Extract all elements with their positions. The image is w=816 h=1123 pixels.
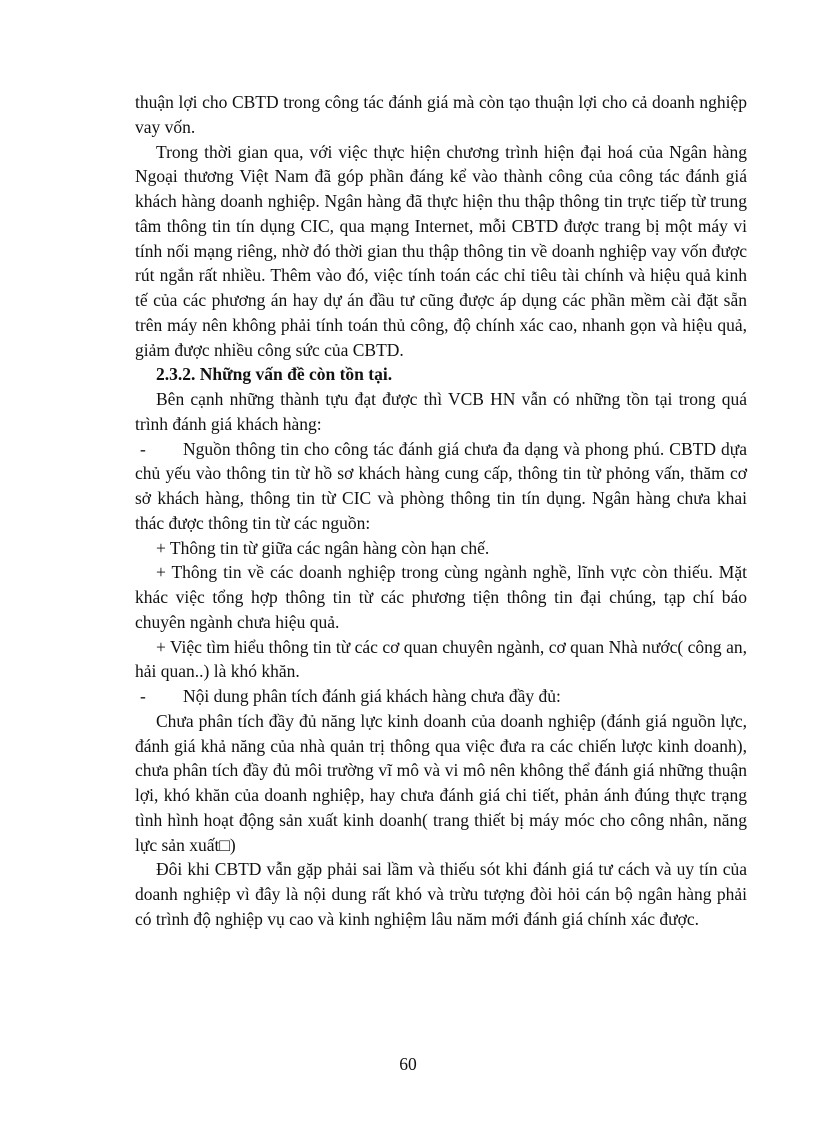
page-number: 60 [399,1054,417,1074]
sub-item-bank-info: + Thông tin từ giữa các ngân hàng còn hạn chế. [156,537,490,558]
paragraph-modernization: Trong thời gian qua, với việc thực hiện chương trình hiện đại hoá của Ngân hàng Ngoại thương Việt Nam đã góp phần đáng kể vào thành công của công tác đánh giá khách hàng doanh nghiệp. Ngân hàng đã thực hiện thu thập thông tin trực tiếp từ trung tâm thông tin tín dụng CIC, qua mạng Internet, mỗi CBTD được trang bị một máy vi tính nối mạng riêng, nhờ đó thời gian thu thập thông tin về doanh nghiệp vay vốn được rút ngắn rất nhiều. Thêm vào đó, việc tính toán các chỉ tiêu tài chính và hiệu quả kinh tế của các phương án hay dự án đầu tư cũng được áp dụng các phần mềm cài đặt sẵn trên máy nên không phải tính toán thủ công, độ chính xác cao, nhanh gọn và hiệu quả, giảm được nhiều công sức của CBTD. [135,141,747,360]
paragraph-analysis-detail: Chưa phân tích đầy đủ năng lực kinh doanh của doanh nghiệp (đánh giá nguồn lực, đánh giá khả năng của nhà quản trị thông qua việc đưa ra các chiến lược kinh doanh), chưa phân tích đầy đủ môi trường vĩ mô và vi mô nên không thể đánh giá những thuận lợi, khó khăn của doanh nghiệp, hay chưa đánh giá chi tiết, phản ánh đúng thực trạng tình hình hoạt động sản xuất kinh doanh( trang thiết bị máy móc cho công nhân, năng lực sản xuất□) [135,710,747,855]
list-item-information-sources [135,437,747,536]
dash-marker: - [140,438,146,459]
sub-item-industry-info: + Thông tin về các doanh nghiệp trong cùng ngành nghề, lĩnh vực còn thiếu. Mặt khác việc tổng hợp thông tin từ các phương tiện thông tin đại chúng, tạp chí báo chuyên ngành chưa hiệu quả. [135,562,747,632]
paragraph-continuation: thuận lợi cho CBTD trong công tác đánh giá mà còn tạo thuận lợi cho cả doanh nghiệp vay vốn. [135,92,747,137]
sub-item-agency-info: + Việc tìm hiểu thông tin từ các cơ quan chuyên ngành, cơ quan Nhà nước( công an, hải quan..) là khó khăn. [135,636,747,682]
list-item-text: Nguồn thông tin cho công tác đánh giá chưa đa dạng và phong phú. CBTD dựa chủ yếu vào thông tin từ hồ sơ khách hàng cung cấp, thông tin từ phỏng vấn, thăm cơ sở khách hàng, thông tin từ CIC và phòng thông tin tín dụng. Ngân hàng chưa khai thác được thông tin từ các nguồn: [135,438,747,533]
list-item-analysis-content [135,684,747,709]
paragraph-intro-issues: Bên cạnh những thành tựu đạt được thì VCB HN vẫn có những tồn tại trong quá trình đánh giá khách hàng: [135,389,747,434]
paragraph-mistakes: Đôi khi CBTD vẫn gặp phải sai lầm và thiếu sót khi đánh giá tư cách và uy tín của doanh nghiệp vì đây là nội dung rất khó và trừu tượng đòi hỏi cán bộ ngân hàng phải có trình độ nghiệp vụ cao và kinh nghiệm lâu năm mới đánh giá chính xác được. [135,859,747,929]
list-item-text: Nội dung phân tích đánh giá khách hàng chưa đầy đủ: [183,686,561,706]
section-heading: 2.3.2. Những vấn đề còn tồn tại. [156,364,393,385]
dash-marker: - [140,686,146,706]
body-text [135,90,747,932]
